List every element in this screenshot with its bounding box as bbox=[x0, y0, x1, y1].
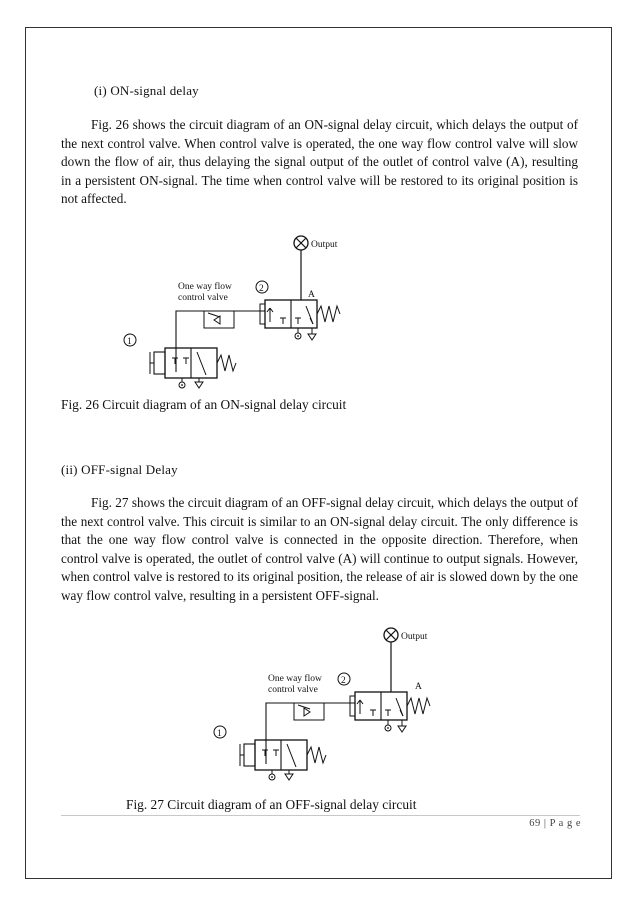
flow-control-label-line1: One way flow bbox=[178, 282, 232, 292]
paragraph-off-signal: Fig. 27 shows the circuit diagram of an OFF-signal delay circuit, which delays the output of the next control valve. This circuit is similar to an ON-signal delay circuit. The only difference is that the one way flow control valve is connected in the opposite direction. Therefore, when control valve is operated, the outlet of control valve (A) will continue to output signals. However, when control valve is restored to its original position, the release of air is slowed down by the one way flow control valve, resulting in a persistent OFF-signal. bbox=[61, 495, 578, 603]
section-heading-off-signal: (ii) OFF-signal Delay bbox=[61, 462, 178, 477]
paragraph-on-signal: Fig. 26 shows the circuit diagram of an ON-signal delay circuit, which delays the output of the next control valve. When control valve is operated, the one way flow control valve will slow down the flow of air, thus delaying the signal output of the outlet of control valve (A), resulting in a persistent ON-signal. The time when control valve will be restored to its original position is not affected. bbox=[61, 117, 578, 206]
flow-control-label-line1: One way flow bbox=[268, 674, 322, 684]
page-number: 69 | P a g e bbox=[529, 818, 581, 829]
footer-divider bbox=[61, 815, 580, 816]
output-label: Output bbox=[311, 240, 338, 250]
number-1-label: 1 bbox=[217, 729, 222, 739]
number-1-label: 1 bbox=[127, 337, 132, 347]
number-2-label: 2 bbox=[341, 676, 346, 686]
diagram-fig-27 bbox=[200, 622, 460, 787]
figure-caption-26: Fig. 26 Circuit diagram of an ON-signal delay circuit bbox=[61, 397, 347, 412]
output-symbol bbox=[294, 236, 308, 250]
number-2-label: 2 bbox=[259, 284, 264, 294]
output-label: Output bbox=[401, 632, 428, 642]
flow-control-label-line2: control valve bbox=[268, 685, 318, 695]
output-symbol bbox=[384, 628, 398, 642]
valve-a-label: A bbox=[415, 682, 422, 692]
flow-control-label-line2: control valve bbox=[178, 293, 228, 303]
diagram-fig-26 bbox=[110, 230, 370, 395]
section-heading-on-signal: (i) ON-signal delay bbox=[94, 83, 199, 98]
valve-a-label: A bbox=[308, 290, 315, 300]
figure-caption-27: Fig. 27 Circuit diagram of an OFF-signal delay circuit bbox=[126, 797, 417, 812]
